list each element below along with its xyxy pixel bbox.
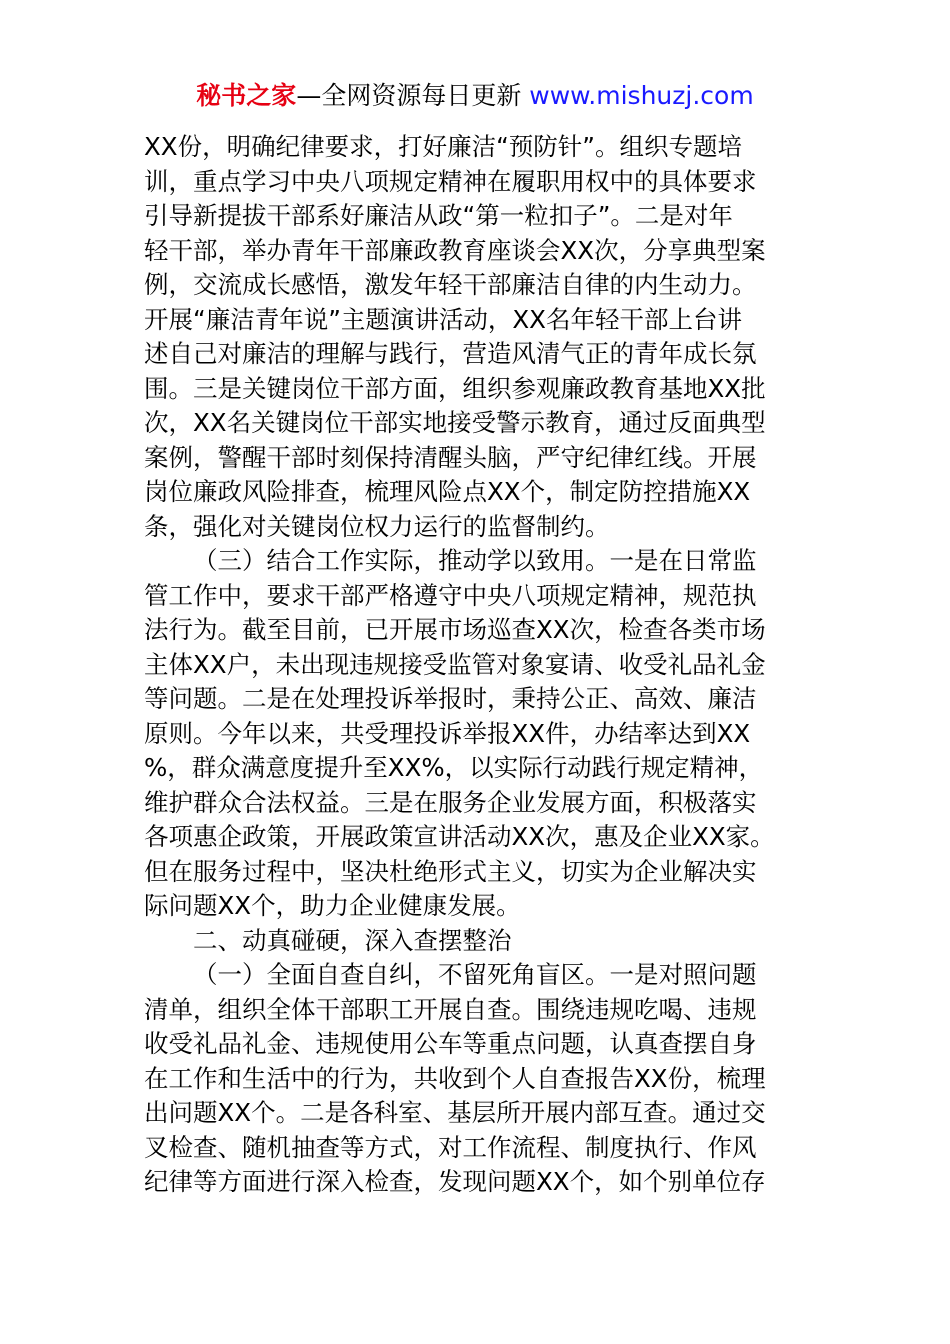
site-brand: 秘书之家 <box>196 81 297 110</box>
text-line: 围。三是关键岗位干部方面，组织参观廉政教育基地XX批 <box>144 373 766 403</box>
text-line: 轻干部，举办青年干部廉政教育座谈会XX次，分享典型案 <box>144 235 766 265</box>
text-line: 开展“廉洁青年说”主题演讲活动，XX名年轻干部上台讲 <box>144 304 742 334</box>
text-line: 训，重点学习中央八项规定精神在履职用权中的具体要求 <box>144 166 757 196</box>
text-line: %，群众满意度提升至XX%，以实际行动践行规定精神， <box>144 753 764 782</box>
text-line: XX份，明确纪律要求，打好廉洁“预防针”。组织专题培 <box>144 132 742 161</box>
site-url[interactable]: www.mishuzj.com <box>529 81 754 110</box>
paragraph-start: （一）全面自查自纠，不留死角盲区。一是对照问题 <box>193 960 757 989</box>
text-line: 但在服务过程中，坚决杜绝形式主义，切实为企业解决实 <box>144 856 757 886</box>
site-tagline: —全网资源每日更新 <box>296 81 530 110</box>
text-line: 岗位廉政风险排查，梳理风险点XX个，制定防控措施XX <box>144 477 751 506</box>
document-body <box>144 130 816 1200</box>
text-line: 叉检查、随机抽查等方式，对工作流程、制度执行、作风 <box>144 1132 757 1162</box>
text-line: 引导新提拔干部系好廉洁从政“第一粒扣子”。二是对年 <box>144 201 733 230</box>
text-line: 在工作和生活中的行为，共收到个人自查报告XX份，梳理 <box>144 1063 766 1093</box>
text-line: 管工作中，要求干部严格遵守中央八项规定精神，规范执 <box>144 580 757 610</box>
section-heading: 二、动真碰硬，深入查摆整治 <box>193 925 512 955</box>
text-line: 维护群众合法权益。三是在服务企业发展方面，积极落实 <box>144 787 757 817</box>
text-line: 纪律等方面进行深入检查，发现问题XX个，如个别单位存 <box>144 1167 766 1196</box>
text-line: 各项惠企政策，开展政策宣讲活动XX次，惠及企业XX家。 <box>144 822 775 851</box>
text-line: 出问题XX个。二是各科室、基层所开展内部互查。通过交 <box>144 1098 766 1127</box>
text-line: 次，XX名关键岗位干部实地接受警示教育，通过反面典型 <box>144 408 766 437</box>
text-line: 案例，警醒干部时刻保持清醒头脑，严守纪律红线。开展 <box>144 442 757 472</box>
text-line: 清单，组织全体干部职工开展自查。围绕违规吃喝、违规 <box>144 994 757 1024</box>
text-line: 际问题XX个，助力企业健康发展。 <box>144 891 521 920</box>
text-line: 收受礼品礼金、违规使用公车等重点问题，认真查摆自身 <box>144 1029 757 1058</box>
text-line: 述自己对廉洁的理解与践行，营造风清气正的青年成长氛 <box>144 339 757 368</box>
text-line: 主体XX户，未出现违规接受监管对象宴请、收受礼品礼金 <box>144 649 766 679</box>
paragraph-start: （三）结合工作实际，推动学以致用。一是在日常监 <box>193 546 757 575</box>
text-line: 原则。今年以来，共受理投诉举报XX件，办结率达到XX <box>144 718 751 748</box>
site-header <box>0 78 950 114</box>
text-line: 例，交流成长感悟，激发年轻干部廉洁自律的内生动力。 <box>144 270 757 299</box>
text-line: 条，强化对关键岗位权力运行的监督制约。 <box>144 511 610 541</box>
text-line: 法行为。截至目前，已开展市场巡查XX次，检查各类市场 <box>144 615 766 644</box>
text-line: 等问题。二是在处理投诉举报时，秉持公正、高效、廉洁 <box>144 684 757 713</box>
